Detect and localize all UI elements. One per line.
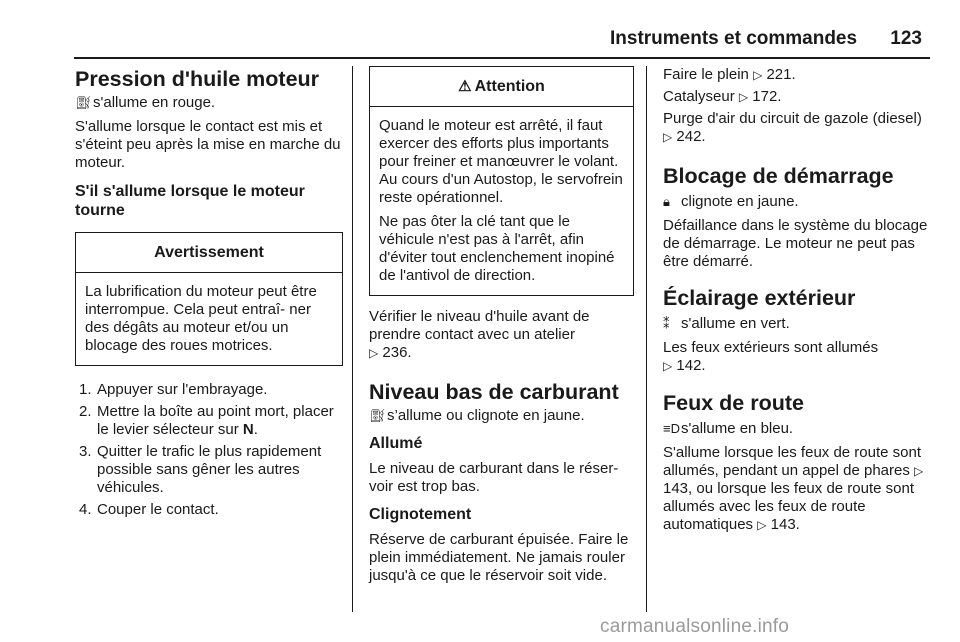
header-title: Instruments et commandes bbox=[610, 28, 858, 49]
paragraph-text: S'allume lorsque les feux de route sont allumés, pendant un appel de phares bbox=[663, 444, 922, 479]
subheading-flashing: Clignotement bbox=[369, 506, 472, 523]
page-reference: 242. bbox=[676, 128, 706, 145]
section-heading-exterior-lights: Éclairage extérieur bbox=[663, 286, 856, 310]
column-left bbox=[75, 66, 343, 519]
subheading-engine-running: S'il s'allume lorsque le moteur tourne bbox=[75, 183, 305, 219]
list-text-end: . bbox=[253, 421, 258, 438]
paragraph: Défaillance dans le système du blocage de démarrage. Le moteur ne peut pas être démarré. bbox=[663, 217, 928, 270]
lamp-line bbox=[663, 315, 928, 333]
page-number: 123 bbox=[890, 28, 922, 49]
list-number: 1. bbox=[79, 381, 92, 398]
list-number: 3. bbox=[79, 443, 92, 460]
reference-text: Purge d'air du circuit de gazole (diesel) bbox=[663, 110, 922, 127]
lamp-text: clignote en jaune. bbox=[681, 193, 799, 210]
attention-box-body bbox=[370, 107, 633, 295]
reference-text: Faire le plein bbox=[663, 66, 749, 83]
cross-reference bbox=[663, 66, 928, 84]
warning-box-title: Avertissement bbox=[76, 233, 342, 273]
section-heading-low-fuel: Niveau bas de carburant bbox=[369, 380, 619, 404]
page-reference: 143. bbox=[770, 516, 800, 533]
lamp-text: s’allume ou clignote en jaune. bbox=[387, 407, 585, 424]
section-heading-immobiliser: Blocage de démarrage bbox=[663, 164, 894, 188]
paragraph-text: Les feux extérieurs sont allumés bbox=[663, 339, 879, 356]
page-reference: 236. bbox=[382, 344, 412, 361]
cross-reference bbox=[663, 88, 928, 106]
lamp-line bbox=[663, 193, 928, 211]
paragraph: Réserve de carburant épuisée. Faire le plein immédiatement. Ne jamais rouler jusqu'à ce que le réservoir soit vide. bbox=[369, 531, 629, 584]
list-text: Quitter le trafic le plus rapidement possible sans gêner les autres véhicules. bbox=[97, 443, 322, 496]
watermark: carmanualsonline.info bbox=[600, 616, 790, 637]
cross-reference bbox=[663, 110, 928, 146]
page-reference-icon: ▷ bbox=[757, 518, 767, 532]
list-item bbox=[75, 501, 343, 519]
column-right bbox=[663, 66, 928, 534]
list-text: Appuyer sur l'embrayage. bbox=[97, 381, 268, 398]
page-reference-icon: ▷ bbox=[663, 130, 673, 144]
steps-list bbox=[75, 381, 343, 519]
attention-box-header bbox=[370, 67, 633, 107]
warning-box bbox=[75, 232, 343, 366]
high-beam-icon: ≡D bbox=[663, 421, 680, 436]
attention-box-title: Attention bbox=[474, 77, 545, 95]
paragraph bbox=[663, 339, 928, 375]
column-middle bbox=[369, 66, 634, 585]
column-divider bbox=[352, 66, 353, 612]
page-reference-icon: ▷ bbox=[738, 90, 749, 104]
list-number: 4. bbox=[79, 501, 92, 518]
page-reference-icon: ▷ bbox=[663, 359, 673, 373]
list-text bbox=[97, 403, 343, 439]
paragraph bbox=[663, 444, 928, 534]
paragraph: S'allume lorsque le contact est mis et s'éteint peu après la mise en marche du moteur. bbox=[75, 118, 341, 171]
page-reference-icon: ▷ bbox=[914, 464, 924, 478]
page-reference: 142. bbox=[676, 357, 706, 374]
column-divider bbox=[646, 66, 647, 612]
oil-can-icon: ⛽︎ bbox=[75, 95, 92, 110]
section-heading-high-beam: Feux de route bbox=[663, 391, 804, 415]
lamp-text: s'allume en vert. bbox=[681, 315, 790, 332]
page-reference: 172. bbox=[752, 88, 782, 105]
warning-triangle-icon: ⚠ bbox=[458, 77, 472, 95]
selector-position-n: N bbox=[242, 421, 254, 438]
lamp-text: s'allume en bleu. bbox=[681, 420, 794, 437]
car-key-icon: 🔒︎ bbox=[663, 194, 670, 209]
lamp-line bbox=[663, 420, 928, 438]
attention-paragraph: Quand le moteur est arrêté, il faut exercer des efforts plus importants pour freiner et manœuvrer le volant. Au cours d'un Autostop, le servofrein reste opérationnel. bbox=[379, 117, 623, 206]
list-item bbox=[75, 381, 343, 399]
paragraph: Le niveau de carburant dans le réser- voir est trop bas. bbox=[369, 460, 619, 495]
attention-paragraph: Ne pas ôter la clé tant que le véhicule n'est pas à l'arrêt, afin d'éviter tout enclenchement inopiné de l'antivol de direction. bbox=[379, 213, 615, 284]
page-reference-icon: ▷ bbox=[369, 346, 379, 360]
list-item bbox=[75, 443, 343, 497]
header-rule bbox=[74, 57, 930, 59]
reference-text: Catalyseur bbox=[663, 88, 735, 105]
page-reference-icon: ▷ bbox=[753, 68, 763, 82]
paragraph-text: 143, ou lorsque les feux de route sont allumés avec les feux de route automatiques bbox=[663, 480, 915, 533]
list-text: Couper le contact. bbox=[97, 501, 219, 518]
list-number: 2. bbox=[79, 403, 92, 420]
paragraph bbox=[369, 308, 634, 362]
warning-box-text: La lubrification du moteur peut être interrompue. Cela peut entraî- ner des dégâts au moteur et/ou un blocage des roues motrices. bbox=[85, 283, 317, 354]
side-lights-icon: ⁑ bbox=[663, 316, 670, 331]
fuel-pump-icon: ⛽︎ bbox=[369, 408, 386, 423]
attention-box bbox=[369, 66, 634, 296]
section-heading-oil-pressure: Pression d'huile moteur bbox=[75, 67, 320, 91]
list-text-main: Mettre la boîte au point mort, placer le levier sélecteur sur bbox=[97, 403, 334, 438]
subheading-lit: Allumé bbox=[369, 435, 423, 452]
lamp-text: s'allume en rouge. bbox=[93, 94, 216, 111]
lamp-line bbox=[75, 94, 343, 112]
lamp-line bbox=[369, 407, 634, 425]
page-reference: 221. bbox=[766, 66, 796, 83]
paragraph-text: Vérifier le niveau d'huile avant de prendre contact avec un atelier bbox=[369, 308, 590, 343]
list-item bbox=[75, 403, 343, 439]
